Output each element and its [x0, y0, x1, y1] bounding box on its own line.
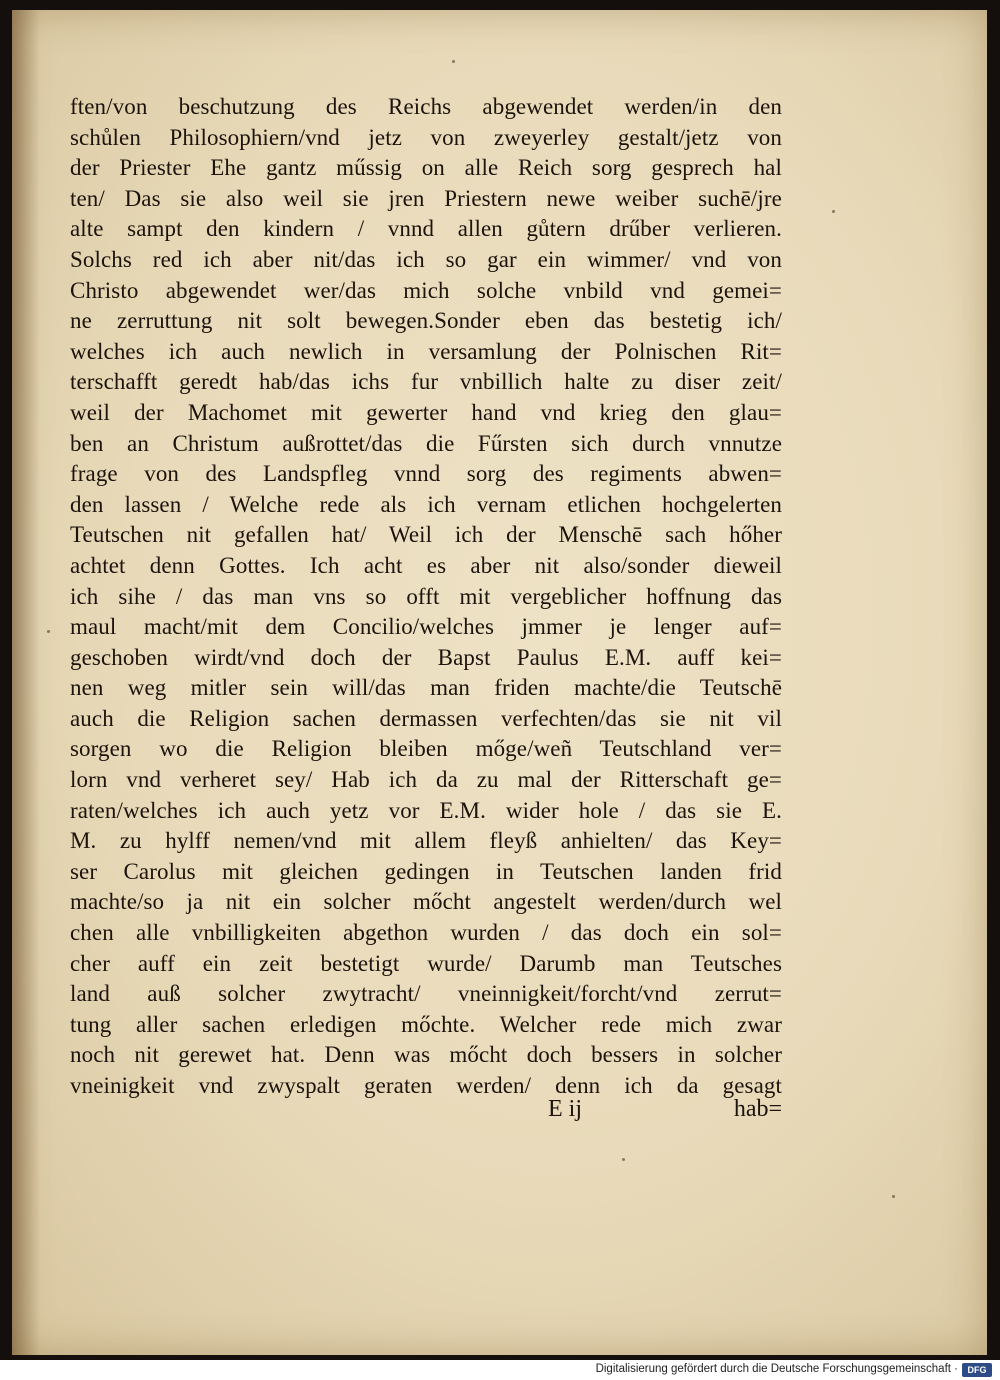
- text-line: alte sampt den kindern / vnnd allen gůtern drűber verlieren.: [70, 216, 782, 242]
- text-line: vneinigkeit vnd zwyspalt geraten werden/ denn ich da gesagt: [70, 1073, 782, 1098]
- body-text: [70, 92, 782, 1102]
- text-line: ser Carolus mit gleichen gedingen in Teutschen landen frid: [70, 858, 782, 884]
- text-line: cher auff ein zeit bestetigt wurde/ Darumb man Teutsches: [70, 950, 782, 976]
- credit-bar: [0, 1360, 1000, 1380]
- text-line: Christo abgewendet wer/das mich solche vnbild vnd gemei=: [70, 277, 782, 303]
- text-line: den lassen / Welche rede als ich vernam etlichen hochgelerten: [70, 491, 782, 517]
- text-line: ten/ Das sie also weil sie jren Priestern newe weiber suchē/jre: [70, 185, 782, 211]
- paper-speck: [832, 210, 835, 213]
- text-line: ften/von beschutzung des Reichs abgewendet werden/in den: [70, 94, 782, 119]
- text-line: welches ich auch newlich in versamlung der Polnischen Rit=: [70, 338, 782, 364]
- text-line: weil der Machomet mit gewerter hand vnd krieg den glau=: [70, 399, 782, 425]
- text-line: ne zerruttung nit solt bewegen.Sonder eben das bestetig ich/: [70, 308, 782, 334]
- paper-speck: [47, 630, 50, 633]
- text-line: schůlen Philosophiern/vnd jetz von zweyerley gestalt/jetz von: [70, 124, 782, 150]
- text-line: ben an Christum außrottet/das die Fűrsten sich durch vnnutze: [70, 430, 782, 456]
- signature-mark: E ij: [548, 1096, 582, 1122]
- text-line: frage von des Landspfleg vnnd sorg des regiments abwen=: [70, 461, 782, 487]
- text-line: sorgen wo die Religion bleiben mőge/weñ Teutschland ver=: [70, 736, 782, 762]
- paper-speck: [892, 1195, 895, 1198]
- text-line: lorn vnd verheret sey/ Hab ich da zu mal der Ritterschaft ge=: [70, 767, 782, 793]
- text-line: tung aller sachen erledigen mőchte. Welcher rede mich zwar: [70, 1011, 782, 1037]
- text-line: achtet denn Gottes. Ich acht es aber nit also/sonder dieweil: [70, 552, 782, 578]
- paper-speck: [452, 60, 455, 63]
- text-line: geschoben wirdt/vnd doch der Bapst Paulus E.M. auff kei=: [70, 644, 782, 670]
- catchword: hab=: [733, 1096, 782, 1122]
- text-line: nen weg mitler sein will/das man friden machte/die Teutschē: [70, 675, 782, 701]
- text-line: raten/welches ich auch yetz vor E.M. wider hole / das sie E.: [70, 797, 782, 823]
- text-line: noch nit gerewet hat. Denn was mőcht doch bessers in solcher: [70, 1042, 782, 1068]
- paper-speck: [622, 1158, 625, 1161]
- page-footer-line: [70, 1093, 782, 1125]
- text-line: auch die Religion sachen dermassen verfechten/das sie nit vil: [70, 705, 782, 731]
- text-line: chen alle vnbilligkeiten abgethon wurden / das doch ein sol=: [70, 920, 782, 946]
- text-line: maul macht/mit dem Concilio/welches jmmer je lenger auf=: [70, 614, 782, 640]
- text-line: der Priester Ehe gantz műssig on alle Reich sorg gesprech hal: [70, 155, 782, 181]
- text-line: M. zu hylff nemen/vnd mit allem fleyß anhielten/ das Key=: [70, 828, 782, 854]
- text-line: land auß solcher zwytracht/ vneinnigkeit/forcht/vnd zerrut=: [70, 981, 782, 1007]
- text-line: machte/so ja nit ein solcher mőcht angestelt werden/durch wel: [70, 889, 782, 915]
- digitization-credit: Digitalisierung gefördert durch die Deutsche Forschungsgemeinschaft ·: [595, 1363, 958, 1375]
- text-line: Solchs red ich aber nit/das ich so gar ein wimmer/ vnd von: [70, 246, 782, 272]
- text-line: ich sihe / das man vns so offt mit vergeblicher hoffnung das: [70, 583, 782, 609]
- page-edge-shadow: [12, 10, 40, 1355]
- dfg-logo-icon: DFG: [962, 1363, 992, 1377]
- text-line: terschafft geredt hab/das ichs fur vnbillich halte zu diser zeit/: [70, 369, 782, 395]
- text-line: Teutschen nit gefallen hat/ Weil ich der Menschē sach hőher: [70, 522, 782, 548]
